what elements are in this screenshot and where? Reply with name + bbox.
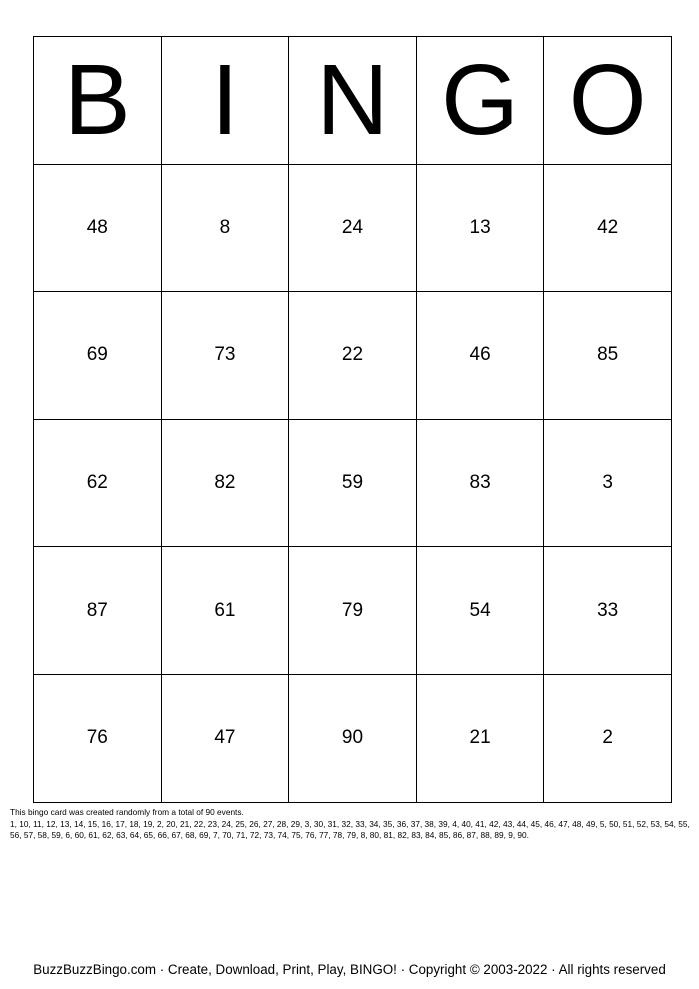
bingo-cell: 69 [34, 292, 162, 420]
bingo-cell: 22 [289, 292, 417, 420]
bingo-cell: 90 [289, 674, 417, 802]
card-note [10, 807, 690, 842]
header-letter-b: B [34, 37, 162, 165]
bingo-row [34, 292, 672, 420]
bingo-cell: 33 [544, 547, 672, 675]
bingo-cell: 76 [34, 674, 162, 802]
bingo-cell: 13 [416, 164, 544, 292]
note-event-list: 1, 10, 11, 12, 13, 14, 15, 16, 17, 18, 19, 2, 20, 21, 22, 23, 24, 25, 26, 27, 28, 29, 3, 30, 31, 32, 33, 34, 35, 36, 37, 38, 39, 4, 40, 41, 42, 43, 44, 45, 46, 47, 48, 49, 5, 50, 51, 52, 53, 54, 55, 56, 57, 58, 59, 6, 60, 61, 62, 63, 64, 65, 66, 67, 68, 69, 7, 70, 71, 72, 73, 74, 75, 76, 77, 78, 79, 8, 80, 81, 82, 83, 84, 85, 86, 87, 88, 89, 9, 90. [10, 818, 690, 841]
header-letter-i: I [161, 37, 289, 165]
bingo-cell: 83 [416, 419, 544, 547]
bingo-cell: 48 [34, 164, 162, 292]
bingo-cell: 73 [161, 292, 289, 420]
bingo-cell: 85 [544, 292, 672, 420]
bingo-cell: 8 [161, 164, 289, 292]
bingo-row [34, 547, 672, 675]
bingo-cell: 47 [161, 674, 289, 802]
bingo-cell: 82 [161, 419, 289, 547]
bingo-cell: 59 [289, 419, 417, 547]
bingo-cell: 42 [544, 164, 672, 292]
header-letter-g: G [416, 37, 544, 165]
bingo-card [33, 36, 672, 803]
bingo-row [34, 419, 672, 547]
header-letter-n: N [289, 37, 417, 165]
bingo-cell: 87 [34, 547, 162, 675]
bingo-cell: 61 [161, 547, 289, 675]
footer-copyright: BuzzBuzzBingo.com · Create, Download, Print, Play, BINGO! · Copyright © 2003-2022 · All rights reserved [33, 962, 666, 977]
bingo-cell: 3 [544, 419, 672, 547]
bingo-cell: 54 [416, 547, 544, 675]
bingo-cell: 62 [34, 419, 162, 547]
bingo-cell: 79 [289, 547, 417, 675]
bingo-row [34, 164, 672, 292]
bingo-cell: 46 [416, 292, 544, 420]
bingo-cell: 21 [416, 674, 544, 802]
bingo-cell: 2 [544, 674, 672, 802]
note-summary: This bingo card was created randomly from a total of 90 events. [10, 807, 244, 817]
bingo-row [34, 674, 672, 802]
bingo-cell: 24 [289, 164, 417, 292]
bingo-header-row [34, 37, 672, 165]
header-letter-o: O [544, 37, 672, 165]
